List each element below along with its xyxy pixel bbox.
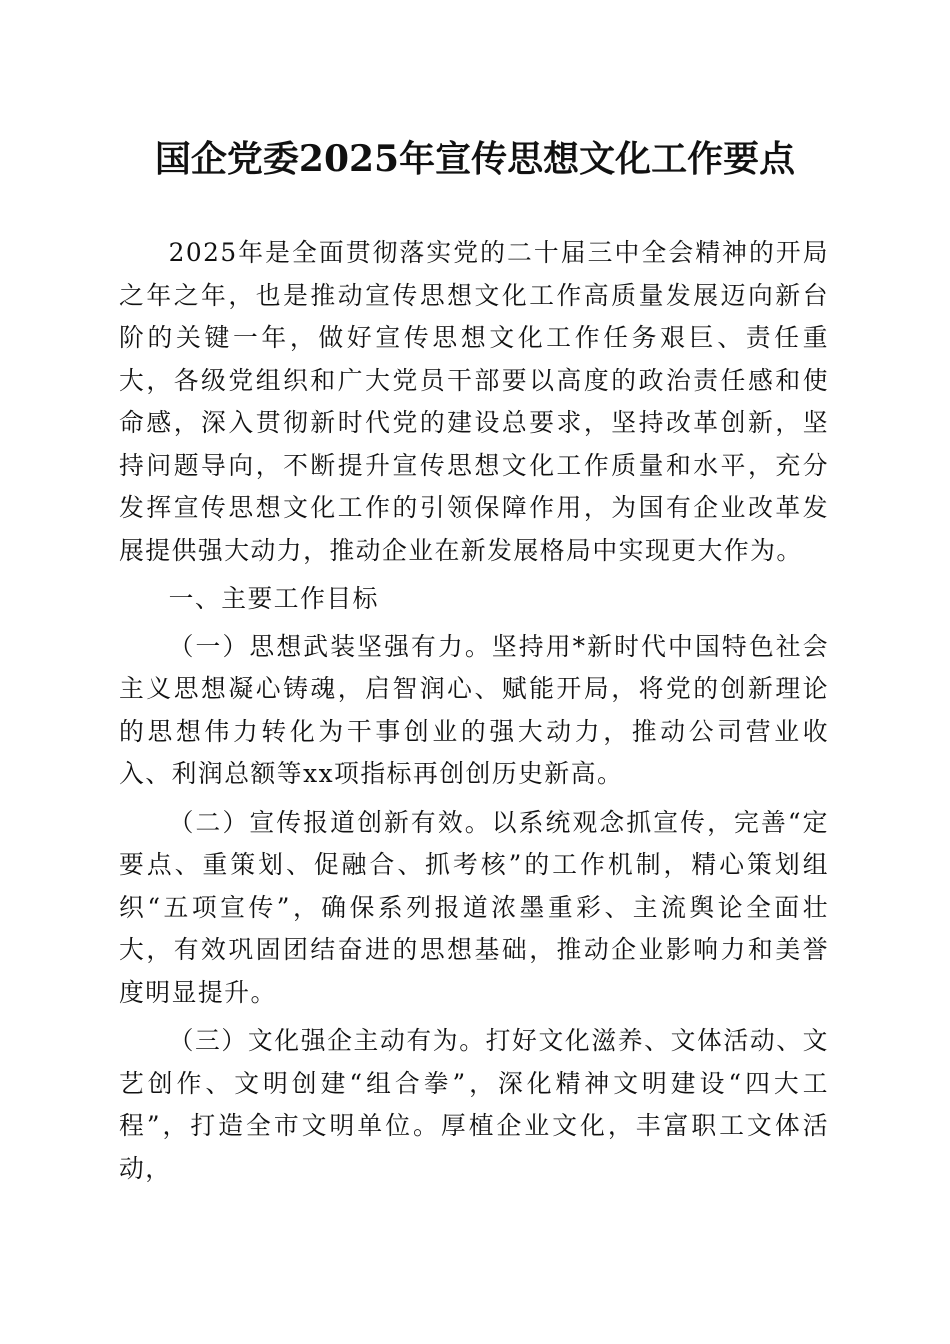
intro-paragraph: 2025年是全面贯彻落实党的二十届三中全会精神的开局之年之年，也是推动宣传思想文化工作高质量发展迈向新台阶的关键一年，做好宣传思想文化工作任务艰巨、责任重大，各级党组织和广大党员干部要以高度的政治责任感和使命感，深入贯彻新时代党的建设总要求，坚持改革创新，坚持问题导向，不断提升宣传思想文化工作质量和水平，充分发挥宣传思想文化工作的引领保障作用，为国有企业改革发展提供强大动力，推动企业在新发展格局中实现更大作为。 [119, 238, 829, 565]
document-title: 国企党委2025年宣传思想文化工作要点 [154, 138, 796, 180]
goal-lead-1: （一）思想武装坚强有力。 [168, 631, 492, 661]
goal-paragraph-3 [119, 1020, 829, 1190]
goal-text-2: 以系统观念抓宣传，完善“定要点、重策划、促融合、抓考核”的工作机制，精心策划组织“五项宣传”，确保系列报道浓墨重彩、主流舆论全面壮大，有效巩固团结奋进的思想基础，推动企业影响力和美誉度明显提升。 [119, 807, 829, 1007]
document-body [119, 232, 829, 1196]
goal-text-1: 坚持用*新时代中国特色社会主义思想凝心铸魂，启智润心、赋能开局，将党的创新理论的思想伟力转化为干事创业的强大动力，推动公司营业收入、利润总额等xx项指标再创创历史新高。 [119, 631, 829, 788]
goal-lead-2: （二）宣传报道创新有效。 [168, 807, 492, 837]
goal-paragraph-2 [119, 802, 829, 1015]
goal-lead-3: （三）文化强企主动有为。 [168, 1026, 486, 1055]
section-heading: 一、主要工作目标 [168, 584, 379, 613]
goal-paragraph-1 [119, 626, 829, 796]
goal-text-3: 打好文化滋养、文体活动、文艺创作、文明创建“组合拳”，深化精神文明建设“四大工程”，打造全市文明单位。厚植企业文化，丰富职工文体活动， [119, 1026, 829, 1183]
